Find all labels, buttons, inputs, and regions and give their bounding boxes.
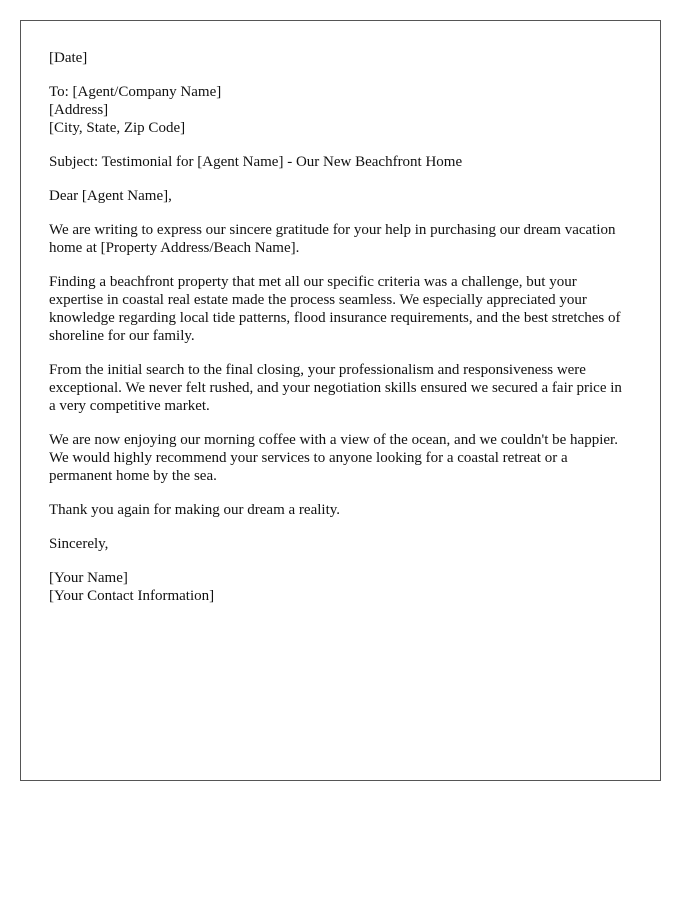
letter-closing: Sincerely, (49, 536, 109, 552)
body-paragraph: From the initial search to the final closing, your professionalism and responsiveness were exceptional. We never felt rushed, and your negotiation skills ensured we secured a fair price in a very competitive market. (49, 362, 622, 414)
signature-contact: [Your Contact Information] (49, 588, 215, 604)
letter-subject: Subject: Testimonial for [Agent Name] - Our New Beachfront Home (49, 154, 463, 170)
body-paragraph: Finding a beachfront property that met all our specific criteria was a challenge, but your expertise in coastal real estate made the process seamless. We especially appreciated your knowledge regarding local tide patterns, flood insurance requirements, and the best stretches of shoreline for our family. (49, 274, 621, 344)
body-paragraph: Thank you again for making our dream a reality. (49, 502, 341, 518)
recipient-address: [Address] (49, 102, 109, 118)
recipient-city: [City, State, Zip Code] (49, 120, 186, 136)
signature-block (49, 569, 632, 605)
recipient-to: To: [Agent/Company Name] (49, 84, 222, 100)
signature-name: [Your Name] (49, 570, 128, 586)
body-paragraph: We are now enjoying our morning coffee with a view of the ocean, and we couldn't be happier. We would highly recommend your services to anyone looking for a coastal retreat or a permanent home by the sea. (49, 432, 618, 484)
letter-document (20, 20, 661, 781)
body-paragraph: We are writing to express our sincere gratitude for your help in purchasing our dream vacation home at [Property Address/Beach Name]. (49, 222, 616, 256)
letter-date: [Date] (49, 50, 88, 66)
letter-salutation: Dear [Agent Name], (49, 188, 172, 204)
recipient-block (49, 83, 632, 137)
